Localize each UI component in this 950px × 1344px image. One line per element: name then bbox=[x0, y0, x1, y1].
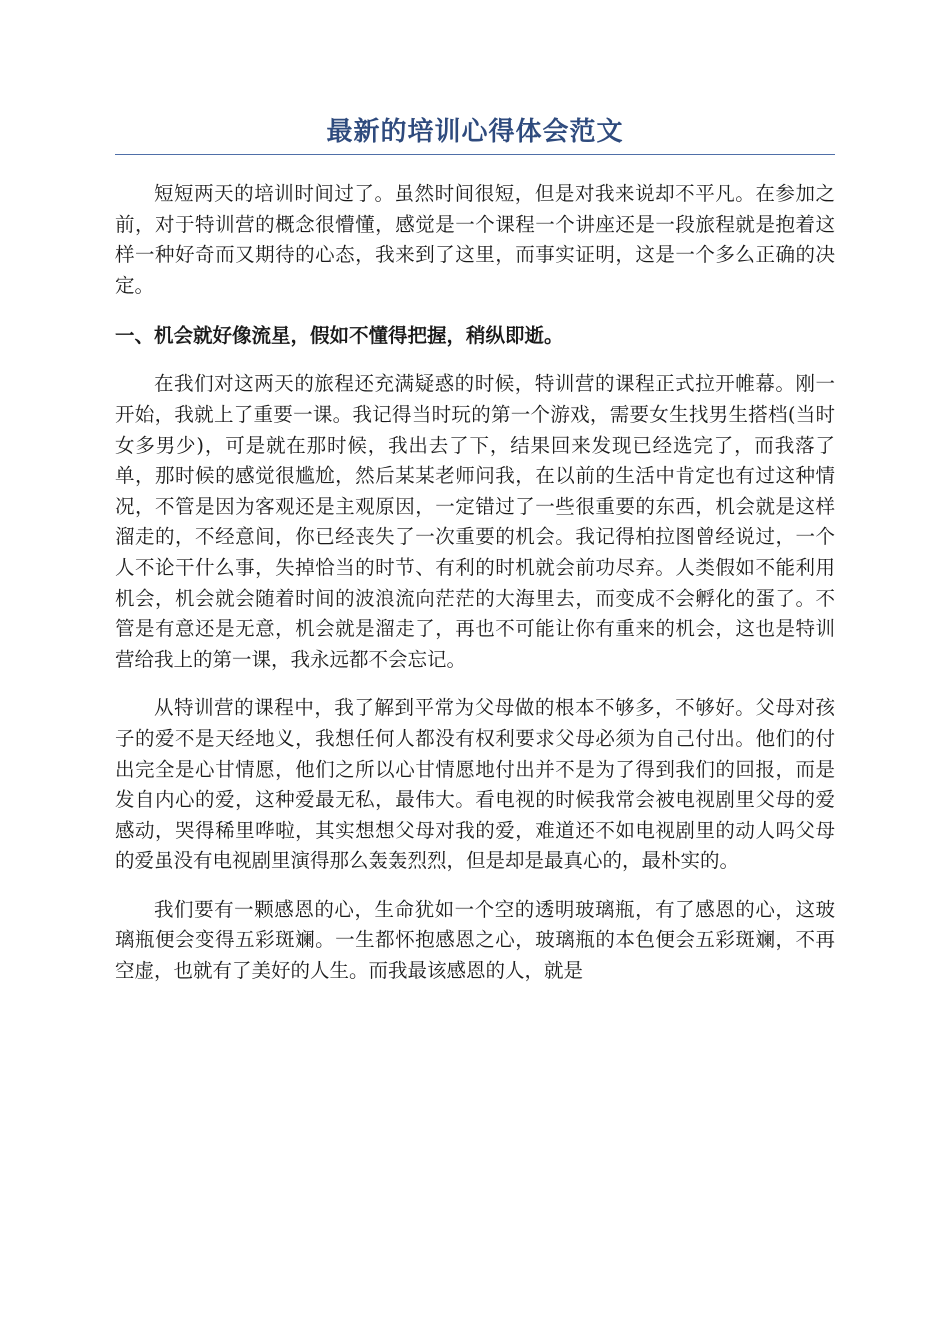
document-title: 最新的培训心得体会范文 bbox=[326, 117, 624, 147]
body-paragraph: 在我们对这两天的旅程还充满疑惑的时候，特训营的课程正式拉开帷幕。刚一开始，我就上了重要一课。我记得当时玩的第一个游戏，需要女生找男生搭档(当时女多男少)，可是就在那时候，我出去了下，结果回来发现已经选完了，而我落了单，那时候的感觉很尴尬，然后某某老师问我，在以前的生活中肯定也有过这种情况，不管是因为客观还是主观原因，一定错过了一些很重要的东西，机会就是这样溜走的，不经意间，你已经丧失了一次重要的机会。我记得柏拉图曾经说过，一个人不论干什么事，失掉恰当的时节、有利的时机就会前功尽弃。人类假如不能利用机会，机会就会随着时间的波浪流向茫茫的大海里去，而变成不会孵化的蛋了。不管是有意还是无意，机会就是溜走了，再也不可能让你有重来的机会，这也是特训营给我上的第一课，我永远都不会忘记。 bbox=[115, 372, 835, 671]
document-body bbox=[115, 112, 835, 1005]
intro-paragraph: 短短两天的培训时间过了。虽然时间很短，但是对我来说却不平凡。在参加之前，对于特训营的概念很懵懂，感觉是一个课程一个讲座还是一段旅程就是抱着这样一种好奇而又期待的心态，我来到了这里，而事实证明，这是一个多么正确的决定。 bbox=[115, 182, 835, 297]
body-paragraph: 从特训营的课程中，我了解到平常为父母做的根本不够多，不够好。父母对孩子的爱不是天经地义，我想任何人都没有权利要求父母必须为自己付出。他们的付出完全是心甘情愿，他们之所以心甘情愿地付出并不是为了得到我们的回报，而是发自内心的爱，这种爱最无私，最伟大。看电视的时候我常会被电视剧里父母的爱感动，哭得稀里哗啦，其实想想父母对我的爱，难道还不如电视剧里的动人吗父母的爱虽没有电视剧里演得那么轰轰烈烈，但是却是最真心的，最朴实的。 bbox=[115, 696, 835, 873]
title-underline bbox=[115, 154, 835, 155]
section-heading: 一、机会就好像流星，假如不懂得把握，稍纵即逝。 bbox=[115, 324, 564, 348]
body-paragraph: 我们要有一颗感恩的心，生命犹如一个空的透明玻璃瓶，有了感恩的心，这玻璃瓶便会变得五彩斑斓。一生都怀抱感恩之心，玻璃瓶的本色便会五彩斑斓，不再空虚，也就有了美好的人生。而我最该感恩的人，就是 bbox=[115, 897, 835, 983]
